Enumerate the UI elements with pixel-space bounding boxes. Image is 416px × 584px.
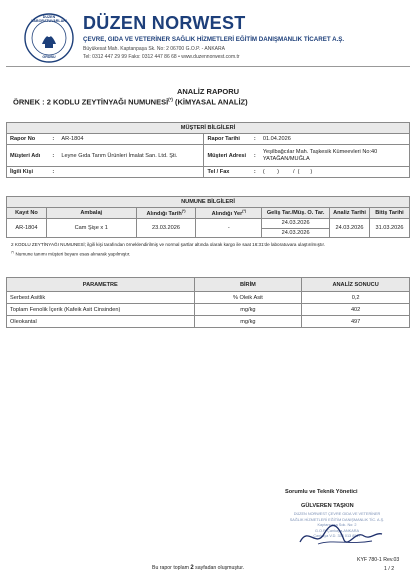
sample-arrival-date: 24.03.2026 bbox=[262, 219, 330, 229]
signatory-name: GÜLVEREN TAŞKIN bbox=[301, 503, 354, 509]
result-unit: mg/kg bbox=[194, 304, 302, 316]
customer-address-line2: YATAĞAN/MUĞLA bbox=[262, 155, 310, 162]
customer-name-label: Müşteri Adı bbox=[7, 145, 53, 167]
col-header-code: Kayıt No bbox=[7, 208, 47, 219]
table-row bbox=[7, 304, 410, 316]
sample-taken-date: 23.03.2026 bbox=[136, 219, 196, 238]
sample-info-table bbox=[6, 196, 410, 238]
results-header-result: ANALİZ SONUCU bbox=[302, 278, 410, 292]
page-count-prefix: Bu rapor toplam bbox=[152, 565, 189, 571]
tel-fax-label: Tel / Fax bbox=[204, 167, 254, 178]
company-name: DÜZEN NORWEST bbox=[83, 13, 246, 33]
header-divider bbox=[6, 66, 410, 67]
report-title: ANALİZ RAPORU bbox=[176, 87, 240, 96]
page-count-text bbox=[152, 565, 244, 571]
customer-section-title: MÜŞTERİ BİLGİLERİ bbox=[7, 123, 410, 134]
customer-address-line1: Yeşilbağcılar Mah. Taşkesik Kümeevleri No:40 bbox=[262, 148, 378, 155]
customer-address-label: Müşteri Adresi bbox=[204, 145, 254, 167]
tel-fax-value: ( ) / ( ) bbox=[260, 167, 410, 178]
signature-scribble bbox=[278, 512, 396, 556]
result-value: 0,2 bbox=[302, 292, 410, 304]
col-header-taken-date bbox=[136, 208, 196, 219]
results-table bbox=[6, 277, 410, 328]
stamp-line2: SAĞLIK HİZMETLERİ EĞİTİM DANIŞMANLIK TİC. A.Ş. bbox=[289, 517, 385, 522]
result-parameter: Serbest Asitlik bbox=[7, 292, 195, 304]
col-header-arrival: Geliş Tar./Müş. O. Tar. bbox=[262, 208, 330, 219]
logo-ring-text-bottom: GRUBU bbox=[42, 55, 56, 59]
col-header-analysis-date: Analiz Tarihi bbox=[330, 208, 370, 219]
customer-name-colon: : bbox=[52, 145, 58, 167]
table-row bbox=[7, 292, 410, 304]
page-number: 1 / 2 bbox=[384, 566, 395, 572]
result-parameter: Toplam Fenolik İçerik (Kafeik Asit Cinsinden) bbox=[7, 304, 195, 316]
page-count-number: 2 bbox=[190, 565, 194, 571]
company-contact: Tel: 0312 447 29 99 Faks: 0312 447 86 68 • www.duzennorwest.com.tr bbox=[83, 54, 240, 60]
sample-title bbox=[13, 97, 248, 107]
contact-person-colon: : bbox=[52, 167, 58, 178]
sample-note-sup: (*) bbox=[11, 249, 15, 254]
stamp-line4: G.O.P. Çankaya-ANKARA bbox=[314, 528, 360, 533]
sample-title-kind: (KİMYASAL ANALİZ) bbox=[172, 97, 248, 107]
result-parameter: Oleokantal bbox=[7, 316, 195, 328]
customer-address-value bbox=[260, 145, 410, 167]
report-date-colon: : bbox=[254, 134, 260, 145]
sample-note-line1: 2 KODLU ZEYTİNYAĞI NUMUNESİ; ilgili kişi tarafından örneklendirilmiş ve normal şartlar altında olarak kargo ile saat 16:31'de laboratuvara ulaştırılmıştır. bbox=[11, 242, 326, 247]
stamp-line5: Çankaya V.D. 333 013 8517 bbox=[313, 534, 361, 538]
logo-ring-text-top: DÜZEN LABORATUVARLARI bbox=[31, 15, 67, 23]
sample-note-line2 bbox=[11, 249, 325, 258]
customer-address-colon: : bbox=[254, 145, 260, 167]
report-no-label: Rapor No bbox=[7, 134, 53, 145]
report-no-value: AR-1804 bbox=[58, 134, 204, 145]
col-header-taken-place-sup: (*) bbox=[242, 209, 246, 214]
report-date-value: 01.04.2026 bbox=[260, 134, 410, 145]
table-row bbox=[7, 316, 410, 328]
results-header-parameter: PARAMETRE bbox=[7, 278, 195, 292]
col-header-packaging: Ambalaj bbox=[46, 208, 136, 219]
results-header-unit: BİRİM bbox=[194, 278, 302, 292]
stamp-line3: Kaptanpaşa Sok. No: 2 bbox=[317, 523, 357, 527]
col-header-taken-date-sup: (*) bbox=[181, 209, 186, 214]
signatory-title: Sorumlu ve Teknik Yönetici bbox=[285, 489, 358, 495]
company-stamp bbox=[278, 512, 396, 556]
report-date-label: Rapor Tarihi bbox=[204, 134, 254, 145]
form-code: KYF 780-1 Rev.03 bbox=[357, 557, 400, 563]
col-header-taken-date-text: Alındığı Tarih bbox=[146, 210, 182, 217]
sample-title-sup: (*) bbox=[168, 97, 173, 102]
sample-packaging: Cam Şişe x 1 bbox=[46, 219, 136, 238]
sample-note bbox=[11, 242, 325, 258]
sample-end-date: 31.03.2026 bbox=[369, 219, 409, 238]
sample-customer-date: 24.03.2026 bbox=[262, 228, 330, 238]
sample-section-title: NUMUNE BİLGİLERİ bbox=[7, 197, 410, 208]
result-unit: % Oleik Asit bbox=[194, 292, 302, 304]
contact-person-label: İlgili Kişi bbox=[7, 167, 53, 178]
stamp-line1: DÜZEN NORWEST ÇEVRE GIDA VE VETERİNER bbox=[293, 512, 381, 516]
report-no-colon: : bbox=[52, 134, 58, 145]
tel-fax-colon: : bbox=[254, 167, 260, 178]
col-header-taken-place bbox=[196, 208, 262, 219]
result-value: 402 bbox=[302, 304, 410, 316]
customer-name-value: Leyne Gıda Tarım Ürünleri İmalat San. Ltd. Şti. bbox=[58, 145, 204, 167]
page-count-suffix: sayfadan oluşmuştur. bbox=[195, 565, 245, 571]
sample-note-text: Numune tanımı müşteri beyanı esas alınarak yapılmıştır. bbox=[14, 251, 131, 257]
company-subtitle: ÇEVRE, GIDA VE VETERİNER SAĞLIK HİZMETLERİ EĞİTİM DANIŞMANLIK TİCARET A.Ş. bbox=[83, 36, 345, 43]
sample-code: AR-1804 bbox=[7, 219, 47, 238]
sample-title-main: ÖRNEK : 2 KODLU ZEYTİNYAĞI NUMUNESİ bbox=[13, 97, 169, 107]
col-header-taken-place-text: Alındığı Yer bbox=[211, 210, 243, 217]
contact-person-value bbox=[58, 167, 204, 178]
sample-analysis-date: 24.03.2026 bbox=[330, 219, 370, 238]
col-header-end-date: Bitiş Tarihi bbox=[369, 208, 409, 219]
sample-taken-place: - bbox=[196, 219, 262, 238]
result-value: 497 bbox=[302, 316, 410, 328]
result-unit: mg/kg bbox=[194, 316, 302, 328]
company-address: Büyükesat Mah. Kaptanpaşa Sk. No: 2 06700 G.O.P. - ANKARA bbox=[83, 46, 225, 52]
customer-info-table bbox=[6, 122, 410, 178]
